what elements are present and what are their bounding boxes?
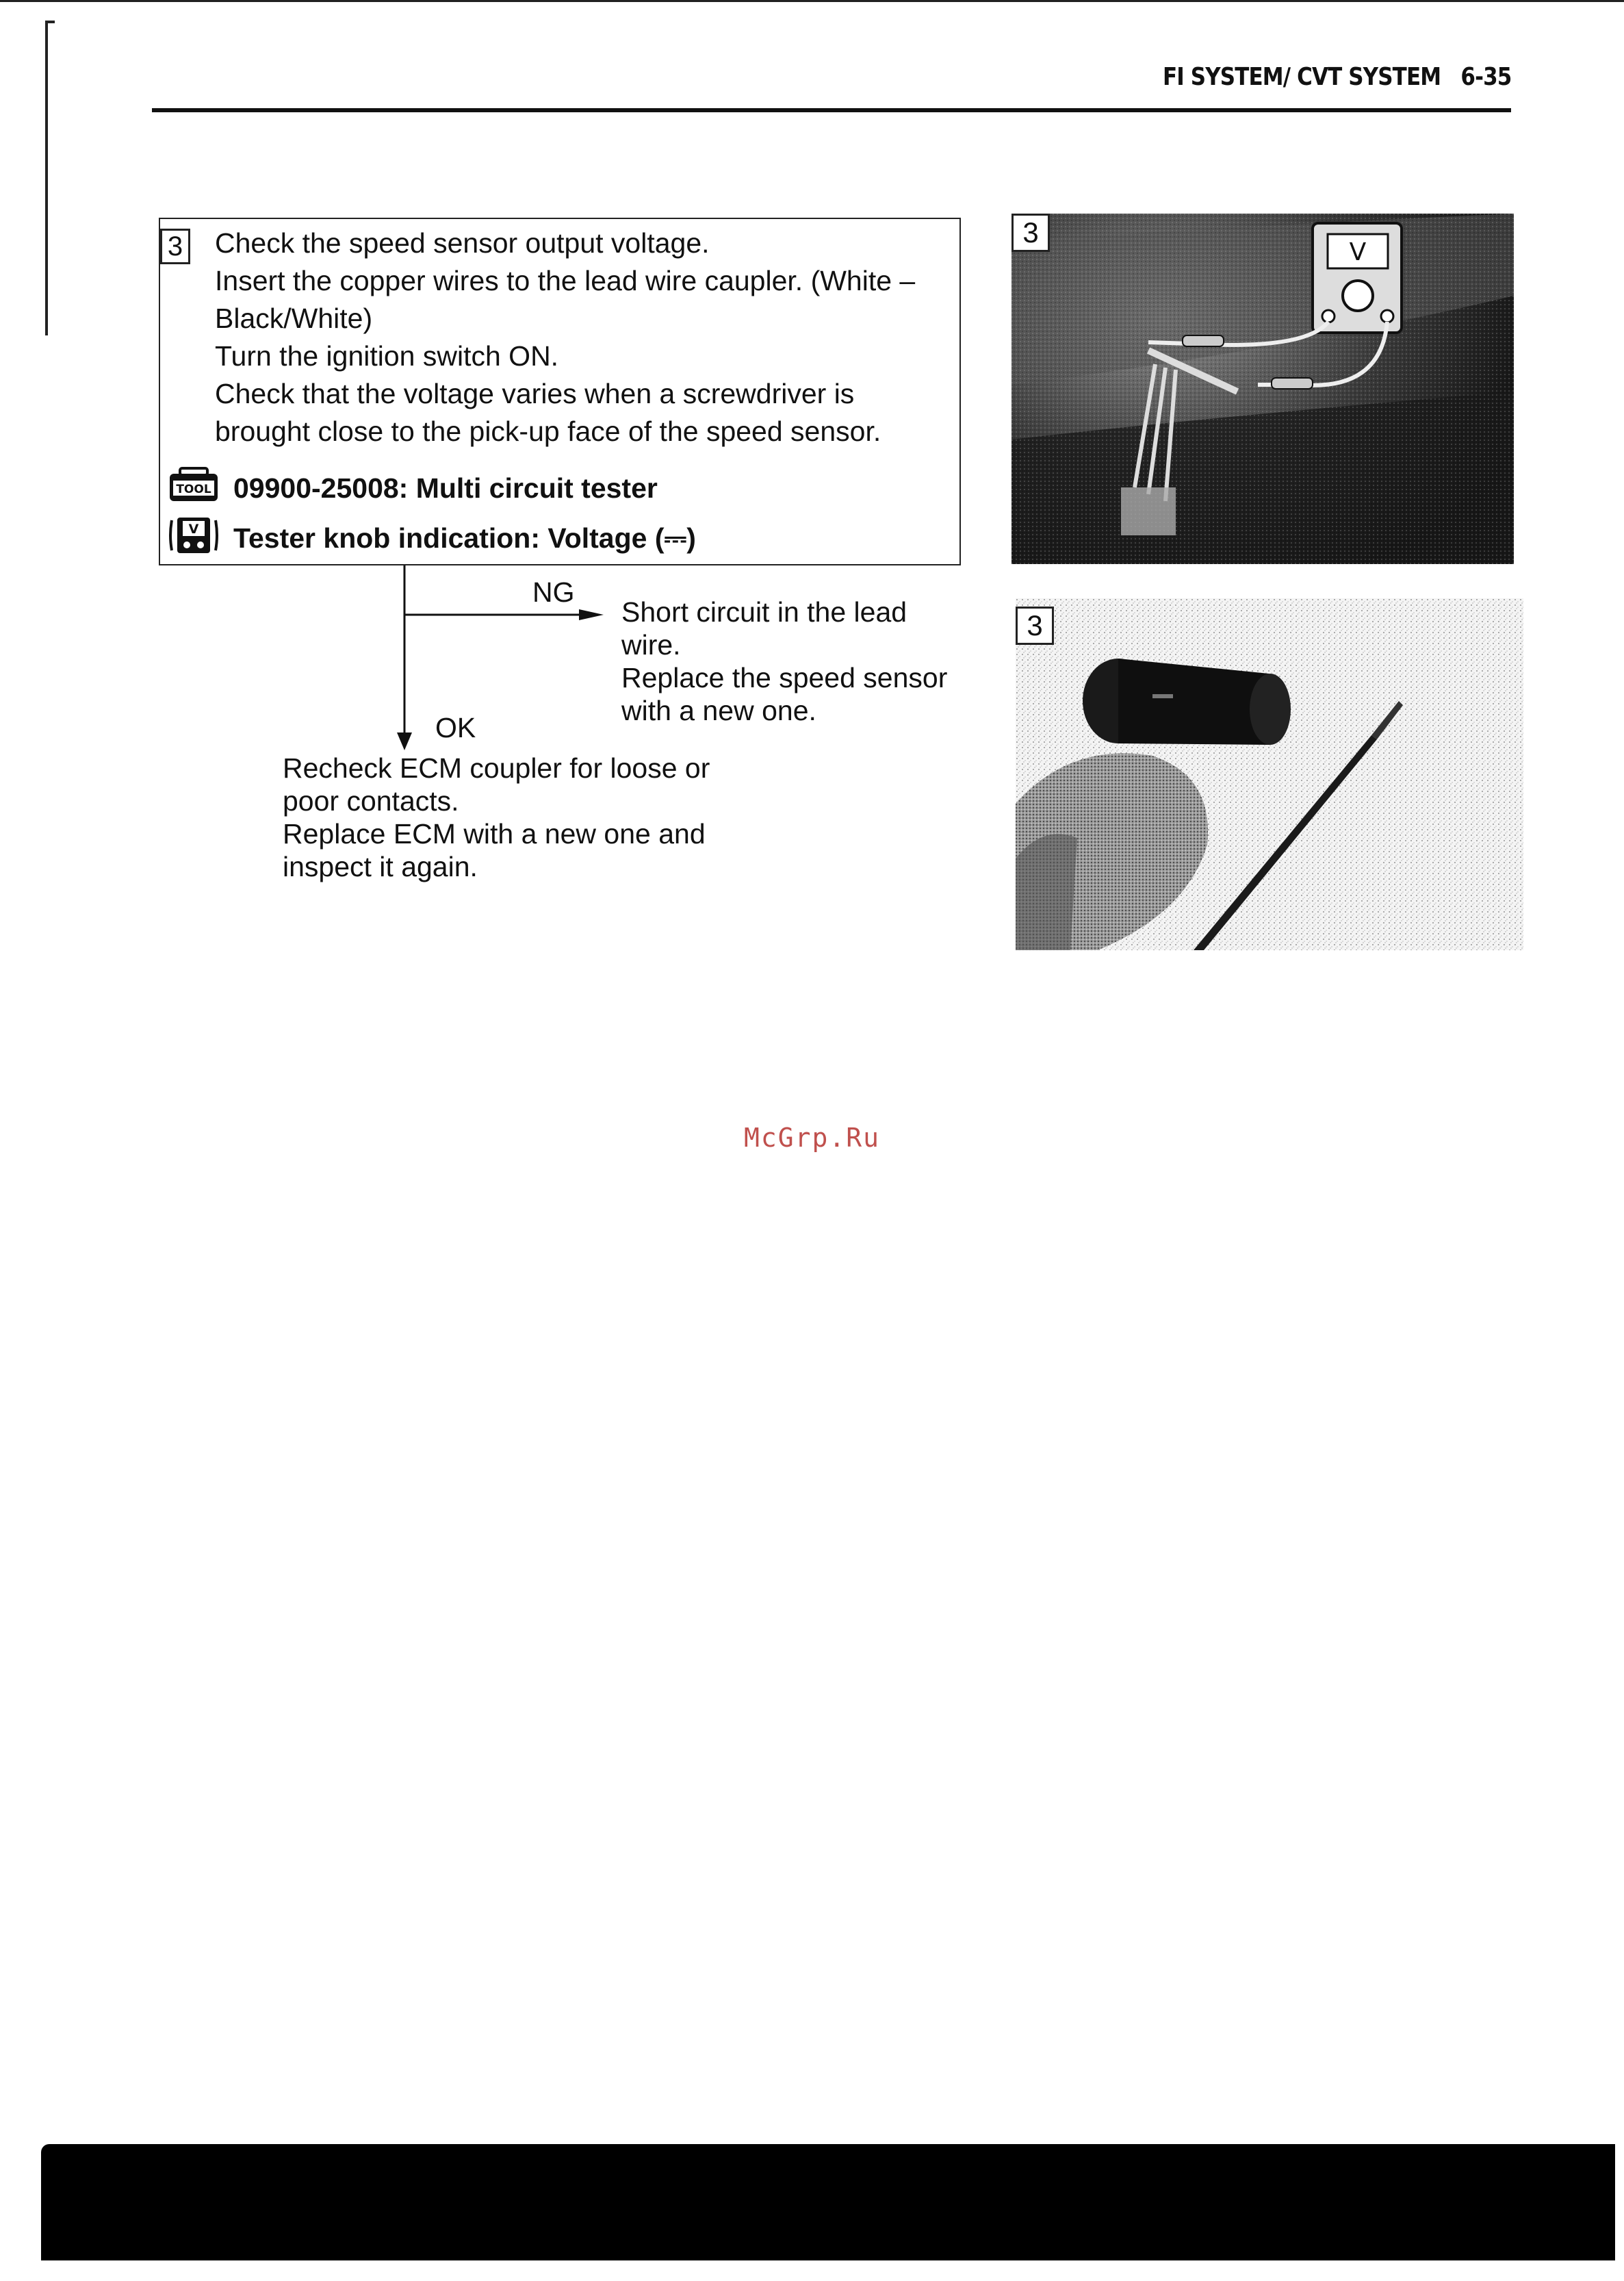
ok-label: OK [435, 712, 476, 743]
tester-photo [1011, 214, 1514, 564]
watermark: McGrp.Ru [743, 1123, 881, 1153]
instruction-line: Turn the ignition switch ON. [215, 340, 559, 372]
meter-label: V [1349, 238, 1367, 266]
ok-result-line: Replace ECM with a new one and [283, 818, 706, 850]
tester-icon-label: V [188, 522, 199, 537]
instruction-line: Check that the voltage varies when a screwdriver is [215, 378, 855, 409]
tool-icon-label: TOOL [176, 483, 211, 496]
instruction-line: Insert the copper wires to the lead wire caupler. (White – [215, 265, 916, 296]
photo-step-number: 3 [1022, 216, 1039, 249]
down-arrow-head [397, 732, 412, 750]
ok-result-line: Recheck ECM coupler for loose or [283, 752, 710, 784]
screwdriver-photo-image [1016, 598, 1523, 950]
ng-result-line: wire. [621, 629, 681, 661]
photo-step-badge [1011, 214, 1050, 252]
ok-result-line: poor contacts. [283, 785, 459, 817]
tool-text: 09900-25008: Multi circuit tester [233, 472, 658, 504]
ng-result-line: with a new one. [621, 695, 816, 726]
right-arrow-head [579, 609, 604, 620]
ok-result [283, 752, 710, 883]
instruction-line: brought close to the pick-up face of the speed sensor. [215, 416, 881, 447]
instruction-line: Black/White) [215, 303, 373, 334]
ok-result-line: inspect it again. [283, 851, 478, 882]
screwdriver-photo [1016, 598, 1523, 950]
instruction-line: Check the speed sensor output voltage. [215, 227, 710, 259]
tester-photo-image [1011, 214, 1514, 564]
tester-knob-text: Tester knob indication: Voltage (⎓) [233, 522, 696, 554]
ng-result-line: Replace the speed sensor [621, 662, 948, 693]
section-title: FI SYSTEM/ CVT SYSTEM [1162, 63, 1441, 91]
ng-label: NG [532, 576, 575, 608]
ng-result-line: Short circuit in the lead [621, 596, 907, 628]
photo-step-badge [1016, 607, 1054, 645]
ng-result [621, 596, 947, 727]
page-number: 6-35 [1460, 63, 1511, 91]
step-number: 3 [167, 231, 183, 262]
footer-bar [41, 2144, 1615, 2260]
photo-step-number: 3 [1027, 609, 1043, 641]
